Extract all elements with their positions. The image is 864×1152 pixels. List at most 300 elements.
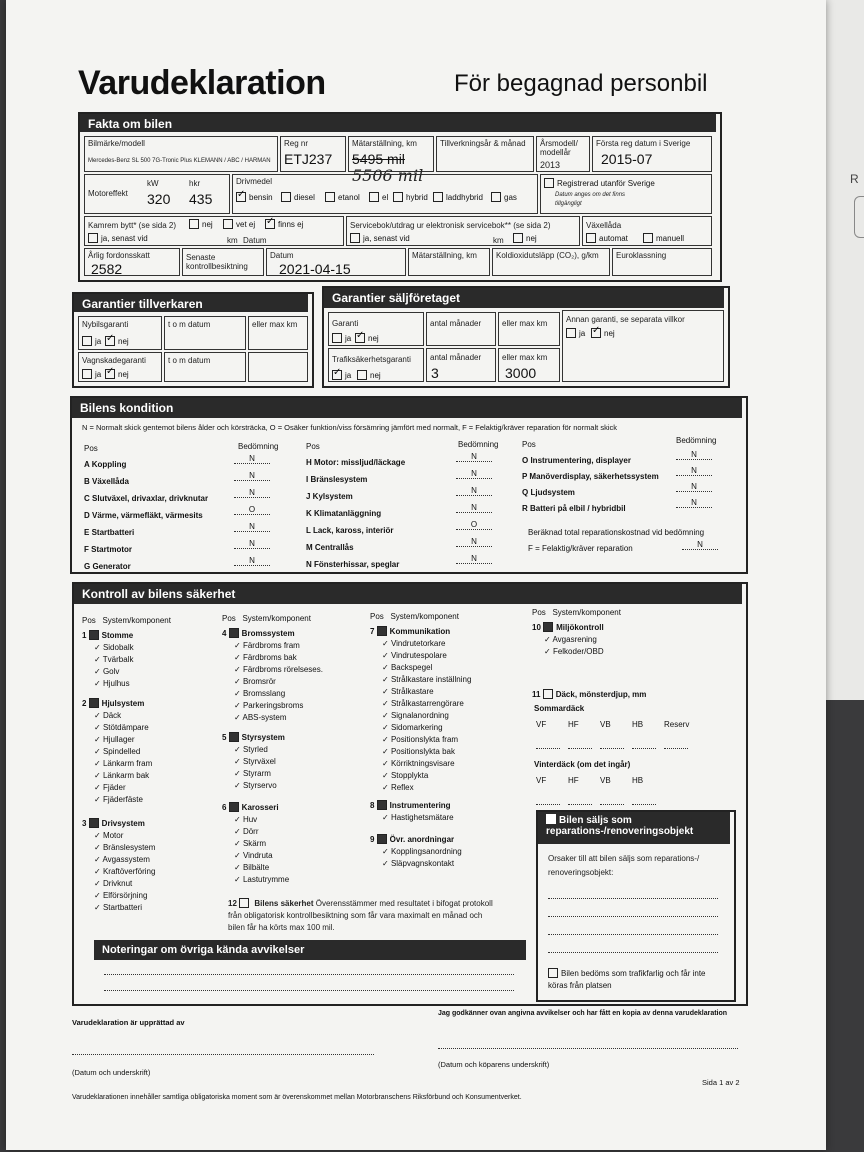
bedomning-header: Bedömning	[458, 440, 499, 449]
checkbox[interactable]	[591, 328, 601, 338]
kontroll-group-heading[interactable]	[370, 626, 471, 638]
checkbox[interactable]	[357, 370, 367, 380]
checkbox[interactable]	[350, 233, 360, 243]
kamrem-cell	[84, 216, 344, 246]
kontroll-item: ✓ Strålkastare inställning	[370, 674, 471, 686]
kondition-letter: B	[84, 477, 90, 486]
option-label: el	[382, 193, 389, 203]
checkbox[interactable]	[332, 333, 342, 343]
orsak-line[interactable]	[548, 916, 718, 917]
sakerhet-block	[228, 898, 498, 934]
bedomning-mark[interactable]: N	[234, 539, 270, 549]
kontroll-header-4	[532, 608, 621, 617]
kondition-item	[84, 477, 129, 486]
kondition-label: Växellåda	[89, 477, 129, 486]
bedomning-mark[interactable]: N	[676, 498, 712, 508]
checkbox[interactable]	[543, 622, 553, 632]
kontroll-item: ✓ Färdbroms bak	[222, 652, 323, 664]
checkbox[interactable]	[586, 233, 596, 243]
kontroll-group	[82, 698, 152, 806]
kondition-item	[522, 456, 631, 465]
vaxel-automat[interactable]	[586, 234, 628, 244]
orsak-line[interactable]	[548, 952, 718, 953]
kw-value: 320	[147, 191, 171, 207]
kontroll-item: ✓ Strålkastarrengörare	[370, 698, 471, 710]
km-label: km	[227, 236, 238, 245]
option-label: diesel	[294, 193, 315, 203]
option-label: laddhybrid	[446, 193, 483, 203]
kontroll-item: ✓ Sidobalk	[82, 642, 134, 654]
forsta-cell	[592, 136, 712, 172]
kontroll-group-heading[interactable]	[532, 622, 604, 634]
vaxel-cell	[582, 216, 712, 246]
kondition-heading: Bilens kondition	[72, 398, 742, 418]
option-label: ja, senast vid	[101, 234, 148, 244]
checkbox[interactable]	[82, 336, 92, 346]
service-nej[interactable]	[513, 234, 537, 244]
kondition-label: Koppling	[89, 460, 127, 469]
system-label: System/komponent	[390, 612, 459, 621]
dack-column-label: HB	[632, 720, 644, 729]
garanti-antal-cell	[426, 312, 496, 346]
kontroll-item: ✓ Hjulhus	[82, 678, 134, 690]
kondition-letter: J	[306, 492, 311, 501]
option-label: nej	[604, 329, 615, 339]
co2-label: Koldioxidutsläpp (CO₂), g/km	[496, 251, 599, 260]
registrerad-option[interactable]	[544, 179, 655, 189]
kontroll-item: ✓ Golv	[82, 666, 134, 678]
checkbox[interactable]	[513, 233, 523, 243]
kondition-label: Slutväxel, drivaxlar, drivknutar	[89, 494, 209, 503]
reparation-heading[interactable]	[538, 812, 730, 844]
service-ja[interactable]	[350, 234, 410, 244]
matar-label: Mätarställning, km	[352, 139, 417, 148]
ellermax-label: eller max km	[252, 320, 298, 329]
kondition-letter: G	[84, 562, 91, 571]
kamrem-nej[interactable]	[189, 220, 213, 230]
forsta-label: Första reg datum i Sverige	[596, 139, 691, 148]
option-label: ja	[579, 329, 586, 339]
nybil-max-cell	[248, 316, 308, 350]
f-mark[interactable]: N	[682, 540, 718, 550]
dack-value-line[interactable]	[664, 748, 688, 749]
bedomning-mark[interactable]: O	[456, 520, 492, 530]
kontroll-item: ✓ Backspegel	[370, 662, 471, 674]
nybil-tom-cell	[164, 316, 246, 350]
checkbox[interactable]	[546, 814, 556, 824]
kondition-label: Motor: missljud/läckage	[311, 458, 406, 467]
kontroll-item: ✓ Motor	[82, 830, 155, 842]
checkbox[interactable]	[377, 626, 387, 636]
kontroll-group	[222, 802, 289, 886]
vaxel-label: Växellåda	[586, 221, 622, 230]
kondition-letter: D	[84, 511, 90, 520]
checkbox[interactable]	[89, 630, 99, 640]
fakta-section	[78, 112, 722, 282]
co2-cell	[492, 248, 610, 276]
checkbox[interactable]	[229, 628, 239, 638]
bedomning-mark[interactable]: O	[234, 505, 270, 515]
group-title: Stomme	[101, 631, 134, 640]
dack-value-line[interactable]	[568, 804, 592, 805]
trafikfarlig-option[interactable]	[548, 968, 718, 992]
fakta-heading: Fakta om bilen	[80, 114, 716, 132]
kontroll-item: ✓ Parkeringsbroms	[222, 700, 323, 712]
kontroll-item: ✓ Tvärbalk	[82, 654, 134, 666]
hkr-label: hkr	[189, 179, 201, 188]
noteringar-line[interactable]	[104, 974, 514, 975]
checkbox[interactable]	[105, 336, 115, 346]
drivmedel-hybrid[interactable]	[393, 193, 428, 203]
kontroll-item: ✓ Positionslykta fram	[370, 734, 471, 746]
pos-header: Pos	[84, 444, 98, 453]
drivmedel-gas[interactable]	[491, 193, 517, 203]
kontroll-group-heading[interactable]	[82, 630, 134, 642]
bedomning-mark[interactable]: N	[456, 469, 492, 479]
kondition-letter: Q	[522, 488, 529, 497]
kontroll-group	[370, 800, 454, 824]
checkbox[interactable]	[88, 233, 98, 243]
option-label: nej	[370, 371, 381, 381]
bedomning-mark[interactable]: N	[456, 537, 492, 547]
bedomning-mark[interactable]: N	[676, 482, 712, 492]
trafik-antal-value: 3	[431, 365, 439, 381]
kontroll-item: ✓ Länkarm fram	[82, 758, 152, 770]
checkbox[interactable]	[105, 369, 115, 379]
checkbox[interactable]	[223, 219, 233, 229]
annan-label: Annan garanti, se separata villkor	[566, 315, 685, 324]
kondition-label: Manöverdisplay, säkerhetssystem	[527, 472, 659, 481]
datum-kopare-label: (Datum och köparens underskrift)	[438, 1060, 550, 1069]
checkbox[interactable]	[189, 219, 199, 229]
nybil-cell	[78, 316, 162, 350]
registrerad-note: Datum anges om det finns tillgängligt	[555, 192, 626, 207]
pos-label: Pos	[222, 614, 236, 623]
noteringar-line[interactable]	[104, 990, 514, 991]
checkbox[interactable]	[548, 968, 558, 978]
checkbox[interactable]	[355, 333, 365, 343]
kontroll-item: ✓ Stötdämpare	[82, 722, 152, 734]
kontroll-item: ✓ Elförsörjning	[82, 890, 155, 902]
service-cell	[346, 216, 580, 246]
drivmedel-el[interactable]	[369, 193, 388, 203]
trafik-cell	[328, 348, 424, 382]
bedomning-header: Bedömning	[676, 436, 717, 445]
group-number: 3	[82, 819, 89, 828]
matar-handwritten: 5506 mil	[352, 166, 424, 185]
option-label: ja, senast vid	[363, 234, 410, 244]
dack-label: Däck, mönsterdjup, mm	[555, 690, 647, 700]
bilmarke-value: Mercedes-Benz SL 500 7G-Tronic Plus KLEMANN / ABC / HARMAN	[88, 158, 271, 164]
bedomning-mark[interactable]: N	[234, 454, 270, 464]
group-title: Hjulsystem	[101, 699, 145, 708]
km-label: km	[493, 236, 504, 245]
kontroll-group	[370, 834, 462, 870]
kondition-item	[84, 460, 126, 469]
kondition-letter: E	[84, 528, 90, 537]
kondition-letter: F	[84, 545, 89, 554]
drivmedel-diesel[interactable]	[281, 193, 315, 203]
kondition-label: Startmotor	[88, 545, 133, 554]
kontroll-item: ✓ Sidomarkering	[370, 722, 471, 734]
skatt-cell	[84, 248, 180, 276]
kontroll-group-heading[interactable]	[222, 732, 285, 744]
kondition-letter: A	[84, 460, 90, 469]
bedomning-mark[interactable]: N	[676, 450, 712, 460]
checkbox[interactable]	[543, 689, 553, 699]
kondition-item	[306, 509, 381, 518]
kontroll-item: ✓ Kopplingsanordning	[370, 846, 462, 858]
tom-label: t o m datum	[168, 320, 211, 329]
checkbox[interactable]	[332, 370, 342, 380]
option-label: nej	[118, 337, 129, 347]
kontroll-item: ✓ Styrled	[222, 744, 285, 756]
kamrem-ja[interactable]	[88, 234, 148, 244]
ellermax-label: eller max km	[502, 353, 548, 362]
kondition-section	[70, 396, 748, 574]
hkr-value: 435	[189, 191, 213, 207]
trafik-antal-cell	[426, 348, 496, 382]
bedomning-mark[interactable]: N	[234, 488, 270, 498]
kondition-label: Batteri på elbil / hybridbil	[527, 504, 626, 513]
kontroll-item: ✓ Vindrutetorkare	[370, 638, 471, 650]
garanti-ja[interactable]	[332, 334, 351, 344]
kontroll-group	[222, 628, 323, 724]
group-title: Styrsystem	[241, 733, 285, 742]
nybil-nej[interactable]	[105, 337, 129, 347]
group-title: Drivsystem	[101, 819, 145, 828]
checkbox[interactable]	[393, 192, 403, 202]
kontroll-group-heading[interactable]	[370, 834, 462, 846]
option-label: ja	[345, 371, 352, 381]
kontroll-item: ✓ Hjullager	[82, 734, 152, 746]
matar2-label: Mätarställning, km	[412, 251, 477, 260]
drivmedel-etanol[interactable]	[325, 193, 360, 203]
garanti-tillv-heading: Garantier tillverkaren	[74, 294, 308, 312]
kondition-item	[84, 528, 134, 537]
kontroll-group-heading[interactable]	[370, 800, 454, 812]
besiktning-datum-cell	[266, 248, 406, 276]
checkbox[interactable]	[82, 369, 92, 379]
orsak-line[interactable]	[548, 898, 718, 899]
annan-ja[interactable]	[566, 329, 585, 339]
matar2-cell	[408, 248, 490, 276]
group-number: 4	[222, 629, 229, 638]
kondition-label: Centrallås	[312, 543, 354, 552]
vinter-label: Vinterdäck (om det ingår)	[534, 760, 631, 769]
kontroll-group-heading[interactable]	[222, 628, 323, 640]
kontroll-item: ✓ Kraftöverföring	[82, 866, 155, 878]
nybil-ja[interactable]	[82, 337, 101, 347]
garanti-salj-section	[322, 286, 730, 388]
pos-header: Pos	[522, 440, 536, 449]
kondition-item	[306, 560, 399, 569]
senaste-label: Senaste kontrollbesiktning	[186, 253, 248, 271]
kontroll-item: ✓ Dörr	[222, 826, 289, 838]
group-number: 8	[370, 801, 377, 810]
annan-nej[interactable]	[591, 329, 615, 339]
antal-label: antal månader	[430, 353, 482, 362]
checkbox[interactable]	[643, 233, 653, 243]
kondition-letter: P	[522, 472, 528, 481]
effekt-label: Motoreffekt	[88, 189, 128, 198]
kontroll-item: ✓ Körriktningsvisare	[370, 758, 471, 770]
trafik-nej[interactable]	[357, 371, 381, 381]
dack-column-label: VB	[600, 720, 611, 729]
kontroll-item: ✓ Färdbroms rörelseses.	[222, 664, 323, 676]
kontroll-item: ✓ Vindrutespolare	[370, 650, 471, 662]
dack-heading[interactable]	[532, 690, 646, 700]
option-label: etanol	[338, 193, 360, 203]
checkbox[interactable]	[236, 192, 246, 202]
checkbox[interactable]	[229, 732, 239, 742]
kamrem-finnsej[interactable]	[265, 220, 303, 230]
trafik-ja[interactable]	[332, 371, 351, 381]
checkbox[interactable]	[544, 178, 554, 188]
kontroll-item: ✓ Reflex	[370, 782, 471, 794]
registrerad-label: Registrerad utanför Sverige	[557, 179, 655, 189]
bedomning-mark[interactable]: N	[456, 452, 492, 462]
kontroll-item: ✓ Styrarm	[222, 768, 285, 780]
checkbox[interactable]	[229, 802, 239, 812]
checkbox[interactable]	[239, 898, 249, 908]
arsmodell-cell	[536, 136, 590, 172]
kontroll-item: ✓ Länkarm bak	[82, 770, 152, 782]
sommar-label: Sommardäck	[534, 704, 585, 713]
dack-value-line[interactable]	[568, 748, 592, 749]
arsmodell-value: 2013	[540, 160, 561, 170]
tillv-cell	[436, 136, 534, 172]
orsak-line[interactable]	[548, 934, 718, 935]
drivmedel-laddhybrid[interactable]	[433, 193, 483, 203]
group-title: Instrumentering	[389, 801, 451, 810]
checkbox[interactable]	[491, 192, 501, 202]
kontroll-item: ✓ Styrväxel	[222, 756, 285, 768]
dack-value-line[interactable]	[632, 748, 656, 749]
kontroll-item: ✓ Strålkastare	[370, 686, 471, 698]
option-label: ja	[95, 337, 102, 347]
checkbox[interactable]	[377, 800, 387, 810]
kontroll-item: ✓ Bromsslang	[222, 688, 323, 700]
bedomning-mark[interactable]: N	[234, 522, 270, 532]
option-label: vet ej	[236, 220, 256, 230]
dack-column-label: VF	[536, 720, 547, 729]
tillv-label: Tillverkningsår & månad	[440, 139, 526, 148]
checkbox[interactable]	[566, 328, 576, 338]
kontroll-group-heading[interactable]	[82, 818, 155, 830]
regnr-label: Reg nr	[284, 139, 309, 148]
bedomning-header: Bedömning	[238, 442, 279, 451]
annan-cell	[562, 310, 724, 382]
bedomning-mark[interactable]: N	[456, 486, 492, 496]
group-number: 7	[370, 627, 377, 636]
vagn-tom-cell	[164, 352, 246, 382]
kontroll-header-2	[222, 614, 311, 623]
kondition-item	[84, 562, 131, 571]
group-number: 5	[222, 733, 229, 742]
kondition-item	[522, 472, 659, 481]
bedomning-mark[interactable]: N	[456, 554, 492, 564]
checkbox[interactable]	[369, 192, 379, 202]
kondition-item	[84, 494, 208, 503]
system-label: System/komponent	[102, 616, 171, 625]
checkbox[interactable]	[281, 192, 291, 202]
drivmedel-cell	[232, 174, 538, 214]
garanti-nej[interactable]	[355, 334, 379, 344]
drivmedel-label: Drivmedel	[236, 177, 273, 186]
pos-label: Pos	[370, 612, 384, 621]
kontroll-group-heading[interactable]	[222, 802, 289, 814]
kondition-item	[522, 488, 575, 497]
kontroll-item: ✓ Hastighetsmätare	[370, 812, 454, 824]
matar-value: 5495 mil	[352, 151, 405, 167]
group-number: 2	[82, 699, 89, 708]
signature-line-seller[interactable]	[72, 1054, 374, 1055]
vaxel-manuell[interactable]	[643, 234, 684, 244]
checkbox[interactable]	[89, 818, 99, 828]
kondition-label: Fönsterhissar, speglar	[311, 560, 400, 569]
dack-value-line[interactable]	[600, 748, 624, 749]
option-label: finns ej	[278, 220, 304, 230]
bedomning-mark[interactable]: N	[234, 471, 270, 481]
reparation-orsaker: Orsaker till att bilen säljs som reparations-/ renoveringsobjekt:	[548, 854, 700, 877]
checkbox[interactable]	[89, 698, 99, 708]
regnr-value: ETJ237	[284, 151, 333, 167]
kondition-label: Startbatteri	[89, 528, 135, 537]
kamrem-vetej[interactable]	[223, 220, 255, 230]
dack-column-label: HF	[568, 776, 579, 785]
vagn-nej[interactable]	[105, 370, 129, 380]
kondition-letter: I	[306, 475, 309, 484]
drivmedel-bensin[interactable]	[236, 193, 273, 203]
tom-label: t o m datum	[168, 356, 211, 365]
checkbox[interactable]	[325, 192, 335, 202]
kontroll-group-heading[interactable]	[82, 698, 152, 710]
checkbox[interactable]	[377, 834, 387, 844]
side-letter: R	[850, 172, 859, 186]
effekt-cell	[84, 174, 230, 214]
group-title: Miljökontroll	[556, 623, 604, 632]
bedomning-mark[interactable]: N	[456, 503, 492, 513]
bedomning-mark[interactable]: N	[234, 556, 270, 566]
noteringar-heading: Noteringar om övriga kända avvikelser	[94, 940, 526, 960]
kondition-label: Ljudsystem	[528, 488, 575, 497]
declaration-sheet	[6, 0, 826, 1150]
kontroll-item: ✓ Bromsrör	[222, 676, 323, 688]
vagn-ja[interactable]	[82, 370, 101, 380]
bedomning-mark[interactable]: N	[676, 466, 712, 476]
dack-value-line[interactable]	[536, 804, 560, 805]
nybil-label: Nybilsgaranti	[82, 320, 129, 329]
kontroll-item: ✓ Släpvagnskontakt	[370, 858, 462, 870]
dack-value-line[interactable]	[632, 804, 656, 805]
option-label: nej	[202, 220, 213, 230]
kontroll-item: ✓ Skärm	[222, 838, 289, 850]
side-shape	[854, 196, 864, 238]
signature-line-buyer[interactable]	[438, 1048, 738, 1049]
kontroll-item: ✓ Spindelled	[82, 746, 152, 758]
checkbox[interactable]	[433, 192, 443, 202]
dack-value-line[interactable]	[600, 804, 624, 805]
kontroll-item: ✓ Styrservo	[222, 780, 285, 792]
group-title: Karosseri	[241, 803, 279, 812]
page-subtitle: För begagnad personbil	[454, 70, 708, 97]
kondition-item	[306, 492, 353, 501]
checkbox[interactable]	[265, 219, 275, 229]
dack-value-line[interactable]	[536, 748, 560, 749]
garanti-cell	[328, 312, 424, 346]
option-label: gas	[504, 193, 517, 203]
